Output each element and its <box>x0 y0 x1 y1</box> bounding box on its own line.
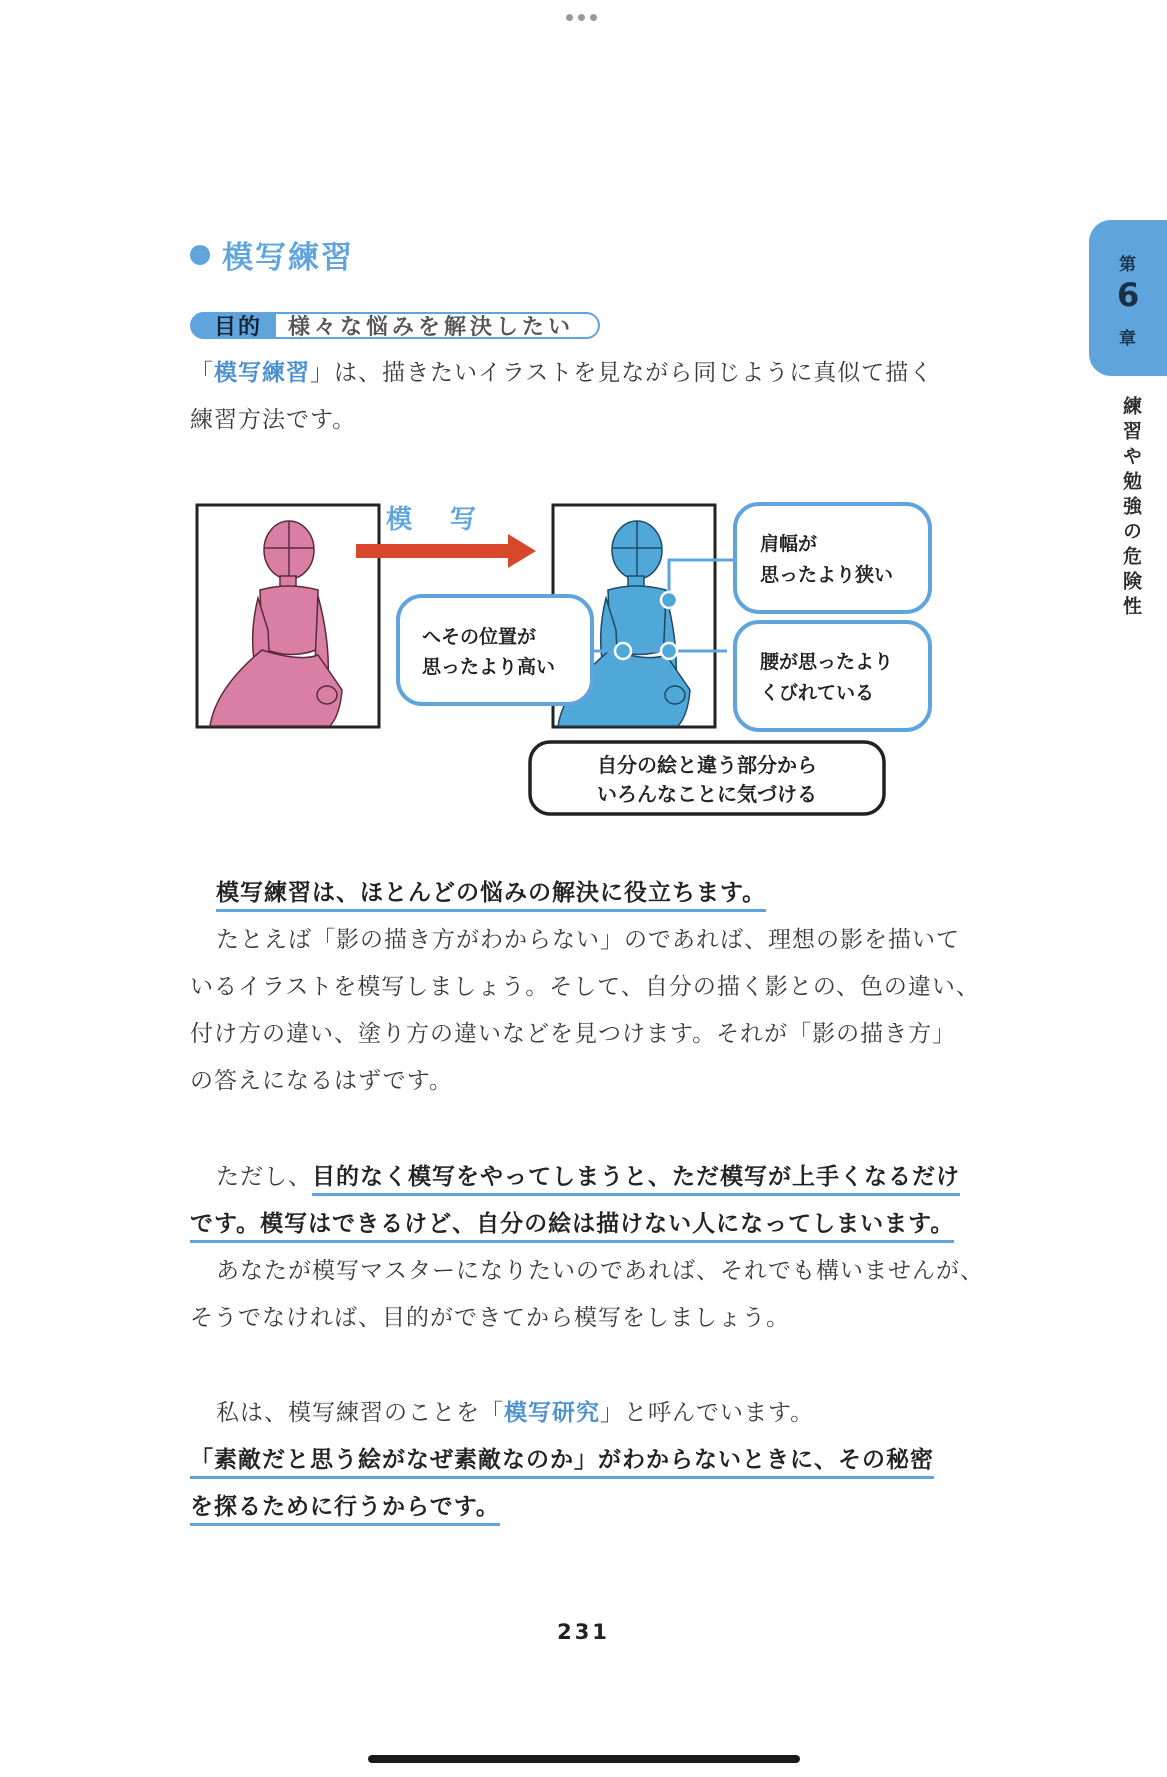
callout-waist-line1: 腰が思ったより <box>760 651 894 673</box>
copying-illustration <box>190 490 1010 830</box>
chapter-title: 練習や勉強の危険性 <box>1120 396 1142 621</box>
purpose-banner <box>190 312 600 339</box>
section-heading <box>190 232 354 277</box>
intro-open: 「 <box>190 360 214 386</box>
arrow-label: 模 写 <box>385 505 483 535</box>
callout-waist <box>735 622 930 730</box>
shoulder-marker <box>661 592 677 608</box>
para1-line4: の答えになるはずです。 <box>190 1068 453 1094</box>
summary-line2: いろんなことに気づける <box>597 782 817 806</box>
paragraph-2 <box>190 1154 1030 1342</box>
callout-navel-line1: へその位置が <box>422 626 537 648</box>
bullet-dot-icon <box>190 245 210 265</box>
para3-highlight2: を探るために行うからです。 <box>190 1494 500 1526</box>
more-dots-icon[interactable] <box>566 14 597 21</box>
navel-marker <box>615 643 631 659</box>
para1-line3: 付け方の違い、塗り方の違いなどを見つけます。それが「影の描き方」 <box>190 1021 957 1047</box>
purpose-label: 目的 <box>190 312 276 339</box>
intro-rest1: 」は、描きたいイラストを見ながら同じように真似て描く <box>310 360 934 386</box>
para2-highlight2: です。模写はできるけど、自分の絵は描けない人になってしまいます。 <box>190 1211 954 1243</box>
para2-line1: あなたが模写マスターになりたいのであれば、それでも構いませんが、 <box>216 1258 984 1284</box>
para3-tail: 」と呼んでいます。 <box>600 1400 815 1426</box>
chapter-suffix: 章 <box>1119 329 1136 349</box>
arrow-head <box>508 534 536 568</box>
page-number: 231 <box>557 1620 610 1644</box>
para2-lead: ただし、 <box>216 1164 312 1190</box>
intro-paragraph <box>190 350 1030 444</box>
para3-lead: 私は、模写練習のことを「 <box>216 1400 504 1426</box>
callout-navel-line2: 思ったより高い <box>422 656 556 678</box>
chapter-prefix: 第 <box>1119 255 1136 275</box>
chapter-number: 6 <box>1117 276 1140 314</box>
callout-shoulder-line2: 思ったより狭い <box>760 564 894 586</box>
waist-marker <box>661 643 677 659</box>
intro-rest2: 練習方法です。 <box>190 407 357 433</box>
arrow-shaft <box>356 544 511 558</box>
chapter-tab <box>1089 220 1167 376</box>
home-indicator[interactable] <box>368 1755 800 1763</box>
para1-line2: いるイラストを模写しましょう。そして、自分の描く影との、色の違い、 <box>190 974 980 1000</box>
paragraph-3 <box>190 1390 1030 1531</box>
callout-shoulder <box>735 504 930 612</box>
summary-line1: 自分の絵と違う部分から <box>597 753 817 777</box>
para2-line2: そうでなければ、目的ができてから模写をしましょう。 <box>190 1305 790 1331</box>
callout-shoulder-line1: 肩幅が <box>760 533 818 555</box>
para1-line1: たとえば「影の描き方がわからない」のであれば、理想の影を描いて <box>216 927 960 953</box>
intro-term: 模写練習 <box>214 360 310 386</box>
para1-highlight: 模写練習は、ほとんどの悩みの解決に役立ちます。 <box>216 880 766 912</box>
section-title: 模写練習 <box>222 240 354 276</box>
para3-highlight1: 「素敵だと思う絵がなぜ素敵なのか」がわからないときに、その秘密 <box>190 1447 934 1479</box>
callout-navel <box>398 596 592 704</box>
callout-waist-line2: くびれている <box>760 682 875 704</box>
para3-term: 模写研究 <box>504 1400 600 1426</box>
purpose-text: 様々な悩みを解決したい <box>276 312 600 339</box>
paragraph-1 <box>190 870 1030 1105</box>
para2-highlight1: 目的なく模写をやってしまうと、ただ模写が上手くなるだけ <box>312 1164 960 1196</box>
